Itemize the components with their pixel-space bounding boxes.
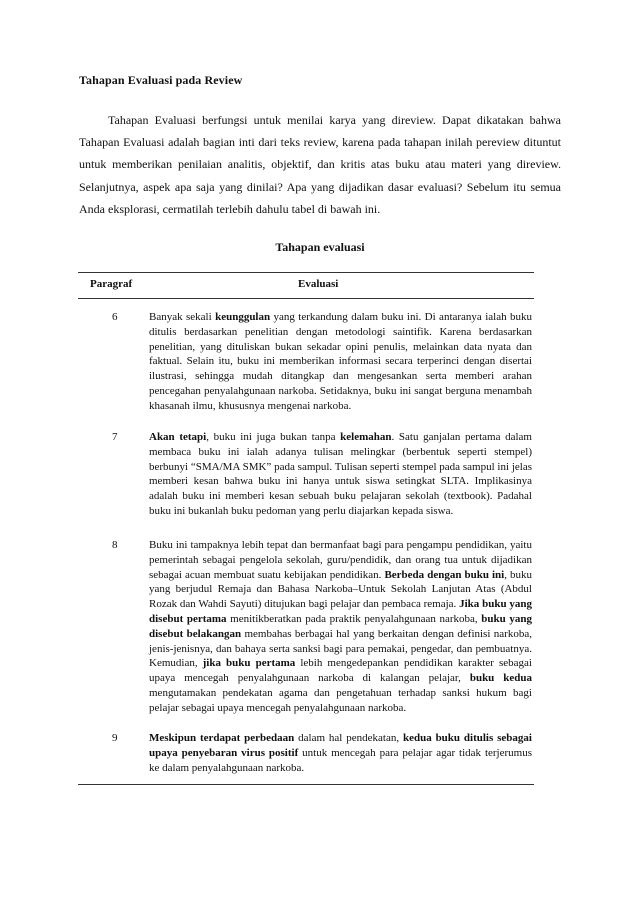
body-text: Buku ini tampaknya lebih tepat dan bermanfaat bagi para pengampu pendidikan, yaitu pemerintah sebagai pengelola sekolah, guru/pendidik, dan orang tua untuk dijadikan sebagai acuan membuat suatu kebijakan pendidikan.: [149, 539, 532, 581]
emphasis-text: Jika buku yang disebut pertama: [149, 598, 532, 625]
body-text: untuk mencegah para pelajar agar tidak terjerumus ke dalam penyalahgunaan narkoba.: [149, 746, 532, 774]
table-caption: Tahapan evaluasi: [275, 240, 365, 254]
column-header-paragraf: Paragraf: [90, 278, 133, 290]
body-text: , buku yang berjudul Remaja dan Bahasa Narkoba–Untuk Sekolah Lanjutan Atas (Abdul Rozak dan Wahdi Sayuti) ditujukan bagi pelajar dan pembaca remaja.: [149, 568, 533, 611]
emphasis-text: kelemahan: [340, 431, 392, 443]
row-number: 8: [112, 539, 118, 551]
body-text: yang terkandung dalam buku ini. Di antaranya ialah buku ditulis berdasarkan penelitian dengan metodologi saintifik. Karena berdasarkan penelitian, yang dituliskan bukan sekadar opini penulis, melainkan data nyata dan faktual. Selain itu, buku ini memberikan informasi secara terperinci dengan disertai ilustrasi, sehingga mudah ditangkap dan mengesankan serta memberi arahan pencegahan penyalahgunaan narkoba. Setidaknya, buku ini sangat berguna menambah khasanah ilmu, khususnya mengenai narkoba.: [149, 311, 532, 412]
emphasis-text: buku yang disebut belakangan: [149, 612, 532, 640]
emphasis-text: kedua buku ditulis sebagai upaya penyebaran virus positif: [149, 732, 532, 759]
row-evaluation-text: [149, 310, 532, 414]
emphasis-text: buku kedua: [469, 672, 532, 685]
emphasis-text: Akan tetapi: [149, 431, 207, 443]
emphasis-text: keunggulan: [215, 311, 271, 323]
table-bottom-rule: [78, 784, 534, 785]
row-number: 6: [112, 311, 118, 323]
body-text: membahas berbagai hal yang berkaitan dengan definisi narkoba, jenis-jenisnya, dan bahaya serta sanksi bagi para pemakai, pengedar, dan pembuatnya. Kemudian,: [149, 627, 532, 670]
row-number: 9: [112, 732, 118, 744]
emphasis-text: Meskipun terdapat perbedaan: [149, 732, 295, 744]
table-header-rule: [78, 298, 534, 299]
body-text: mengutamakan pendekatan agama dan pengetahuan terhadap sanksi hukum bagi pelajar sebagai upaya mencegah penyalahgunaan narkoba.: [149, 686, 532, 714]
column-header-evaluasi: Evaluasi: [298, 278, 339, 290]
table-top-rule: [78, 272, 534, 273]
body-text: , buku ini juga bukan tanpa: [206, 431, 341, 443]
body-text: dalam hal pendekatan,: [294, 732, 403, 744]
emphasis-text: Berbeda dengan buku ini: [384, 568, 505, 581]
row-evaluation-text: [149, 538, 532, 716]
body-text: lebih mengedepankan pendidikan karakter sebagai upaya mencegah penyalahgunaan narkoba di kalangan pelajar,: [149, 657, 532, 685]
emphasis-text: jika buku pertama: [202, 657, 296, 670]
row-evaluation-text: [149, 731, 532, 775]
body-text: . Satu ganjalan pertama dalam membaca buku ini ialah adanya tulisan melingkar (berbentuk seperti stempel) berbunyi “SMA/MA SMK” pada sampul. Tulisan seperti stempel pada sampul ini jelas memberi kesan bahwa buku ini hanya untuk siswa setingkat SLTA. Implikasinya adalah buku ini memberi kesan sebuah buku pelajaran sekolah (textbook). Padahal buku ini bukanlah buku pedoman yang perlu diajarkan kepada siswa.: [149, 431, 532, 517]
row-number: 7: [112, 431, 118, 443]
intro-paragraph: Tahapan Evaluasi berfungsi untuk menilai karya yang direview. Dapat dikatakan bahwa Tahapan Evaluasi adalah bagian inti dari teks review, karena pada tahapan inilah pereview dituntut untuk memberikan penilaian analitis, objektif, dan kritis atas buku atau materi yang direview. Selanjutnya, aspek apa saja yang dinilai? Apa yang dijadikan dasar evaluasi? Sebelum itu semua Anda eksplorasi, cermatilah terlebih dahulu tabel di bawah ini.: [79, 113, 561, 216]
section-heading: Tahapan Evaluasi pada Review: [79, 73, 243, 87]
body-text: Banyak sekali: [149, 311, 216, 323]
body-text: menitikberatkan pada praktik penyalahgunaan narkoba,: [226, 612, 482, 625]
row-evaluation-text: [149, 430, 532, 519]
